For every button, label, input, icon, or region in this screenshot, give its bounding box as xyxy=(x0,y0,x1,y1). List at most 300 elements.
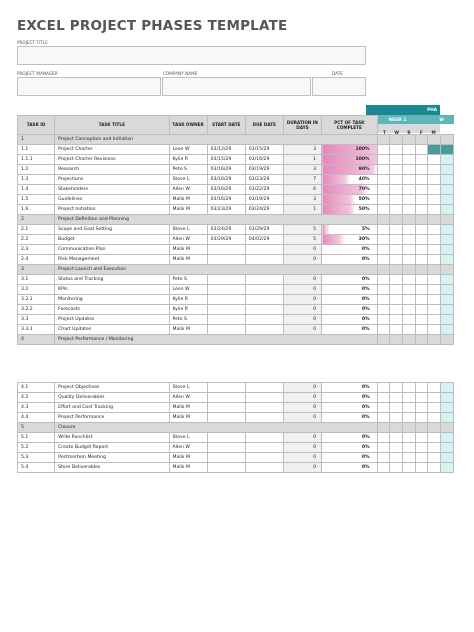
gantt-cell xyxy=(390,413,403,423)
gantt-cell xyxy=(403,335,416,345)
pct-complete[interactable]: 100% xyxy=(322,145,378,155)
task-id[interactable]: 2.2 xyxy=(18,235,55,245)
gantt-cell xyxy=(377,155,390,165)
gantt-cell xyxy=(403,285,416,295)
task-id[interactable]: 1.6 xyxy=(18,205,55,215)
gantt-cell xyxy=(441,215,454,225)
start-date[interactable] xyxy=(207,413,245,423)
gantt-cell xyxy=(403,145,416,155)
task-owner[interactable]: Pete S xyxy=(169,315,207,325)
task-owner[interactable]: Kylie R xyxy=(169,295,207,305)
pct-complete[interactable]: 0% xyxy=(322,463,378,473)
task-title[interactable]: Chart Updates xyxy=(55,325,169,335)
due-date[interactable] xyxy=(245,383,283,393)
gantt-cell xyxy=(377,383,390,393)
gantt-cell xyxy=(403,185,416,195)
task-row xyxy=(18,175,454,185)
gantt-cell xyxy=(415,265,428,275)
task-owner[interactable]: Kylie R xyxy=(169,305,207,315)
gantt-cell xyxy=(415,245,428,255)
gantt-cell xyxy=(428,453,441,463)
duration-days: 0 xyxy=(283,393,321,403)
gantt-cell xyxy=(377,335,390,345)
task-title[interactable]: Project Objectives xyxy=(55,383,169,393)
task-id[interactable]: 4.4 xyxy=(18,413,55,423)
task-row xyxy=(18,165,454,175)
gantt-cell xyxy=(390,393,403,403)
pct-complete[interactable]: 0% xyxy=(322,295,378,305)
due-date[interactable] xyxy=(245,325,283,335)
pct-complete[interactable]: 50% xyxy=(322,205,378,215)
start-date[interactable] xyxy=(207,463,245,473)
due-date[interactable] xyxy=(245,413,283,423)
gantt-cell xyxy=(390,145,403,155)
company-name-field[interactable] xyxy=(162,77,311,96)
gantt-cell xyxy=(441,315,454,325)
due-date[interactable] xyxy=(245,315,283,325)
task-id: 2 xyxy=(18,215,55,225)
task-title[interactable]: Guidelines xyxy=(55,195,169,205)
task-title[interactable]: Monitoring xyxy=(55,295,169,305)
gantt-cell xyxy=(415,195,428,205)
gantt-cell xyxy=(428,215,441,225)
gantt-cell xyxy=(428,255,441,265)
gantt-cell xyxy=(377,463,390,473)
task-id[interactable]: 1.1 xyxy=(18,145,55,155)
gantt-cell xyxy=(390,225,403,235)
task-title[interactable]: Scope and Goal Setting xyxy=(55,225,169,235)
start-date[interactable] xyxy=(207,315,245,325)
task-title[interactable]: Postmortem Meeting xyxy=(55,453,169,463)
task-row xyxy=(18,225,454,235)
due-date[interactable] xyxy=(245,255,283,265)
gantt-cell xyxy=(415,235,428,245)
gantt-cell xyxy=(403,175,416,185)
gantt-cell xyxy=(377,245,390,255)
task-id[interactable]: 3.2 xyxy=(18,285,55,295)
task-id[interactable]: 3.2.2 xyxy=(18,305,55,315)
due-date[interactable] xyxy=(245,275,283,285)
task-id[interactable]: 4.2 xyxy=(18,393,55,403)
task-title[interactable]: Write Punchlist xyxy=(55,433,169,443)
start-date[interactable]: 03/16/29 xyxy=(207,185,245,195)
task-id[interactable]: 1.4 xyxy=(18,185,55,195)
duration-days: 0 xyxy=(283,315,321,325)
col-task-id: TASK ID xyxy=(18,116,55,135)
gantt-cell xyxy=(390,285,403,295)
task-id[interactable]: 5.2 xyxy=(18,443,55,453)
task-owner[interactable]: Pete S xyxy=(169,165,207,175)
pct-complete[interactable]: 0% xyxy=(322,403,378,413)
gantt-cell xyxy=(415,383,428,393)
gantt-day-label: M xyxy=(431,130,436,135)
gantt-cell xyxy=(415,185,428,195)
gantt-cell xyxy=(428,433,441,443)
gantt-cell xyxy=(441,205,454,215)
task-owner[interactable]: Allen W xyxy=(169,393,207,403)
task-owner[interactable]: Malik M xyxy=(169,403,207,413)
gantt-cell xyxy=(390,275,403,285)
pct-complete[interactable]: 0% xyxy=(322,255,378,265)
due-date[interactable] xyxy=(245,295,283,305)
gantt-cell xyxy=(377,295,390,305)
pct-complete[interactable]: 0% xyxy=(322,383,378,393)
project-manager-label: PROJECT MANAGER xyxy=(17,71,58,76)
task-id: 4 xyxy=(18,335,55,345)
gantt-cell xyxy=(415,393,428,403)
col-due-date: DUE DATE xyxy=(245,116,283,135)
gantt-cell xyxy=(403,463,416,473)
task-row xyxy=(18,255,454,265)
start-date[interactable] xyxy=(207,245,245,255)
gantt-cell xyxy=(377,433,390,443)
task-owner[interactable]: Malik M xyxy=(169,413,207,423)
gantt-cell xyxy=(390,135,403,145)
task-id[interactable]: 3.1 xyxy=(18,275,55,285)
task-owner[interactable]: Allen W xyxy=(169,443,207,453)
gantt-cell xyxy=(428,443,441,453)
pct-complete[interactable]: 0% xyxy=(322,325,378,335)
task-title[interactable]: Risk Management xyxy=(55,255,169,265)
due-date[interactable]: 04/02/29 xyxy=(245,235,283,245)
duration-days: 7 xyxy=(283,175,321,185)
gantt-cell xyxy=(415,205,428,215)
start-date[interactable] xyxy=(207,285,245,295)
gantt-phase-header xyxy=(366,105,440,115)
gantt-cell xyxy=(390,383,403,393)
start-date[interactable]: 03/12/29 xyxy=(207,145,245,155)
gantt-cell xyxy=(403,255,416,265)
gantt-cell xyxy=(428,275,441,285)
task-row xyxy=(18,393,454,403)
gantt-cell xyxy=(390,463,403,473)
due-date[interactable]: 03/15/29 xyxy=(245,145,283,155)
task-title[interactable]: Effort and Cost Tracking xyxy=(55,403,169,413)
gantt-day-label: F xyxy=(419,130,423,135)
gantt-cell xyxy=(441,245,454,255)
due-date[interactable] xyxy=(245,393,283,403)
gantt-cell xyxy=(390,453,403,463)
task-id[interactable]: 1.1.1 xyxy=(18,155,55,165)
task-row xyxy=(18,463,454,473)
phase-row xyxy=(18,135,454,145)
task-title[interactable]: Quality Deliverables xyxy=(55,393,169,403)
start-date[interactable]: 03/23/29 xyxy=(207,205,245,215)
start-date[interactable]: 03/16/29 xyxy=(207,175,245,185)
task-owner[interactable]: Steve L xyxy=(169,433,207,443)
gantt-cell xyxy=(390,295,403,305)
task-owner[interactable]: Leon W xyxy=(169,145,207,155)
project-manager-field[interactable] xyxy=(17,77,161,96)
due-date[interactable] xyxy=(245,305,283,315)
start-date[interactable] xyxy=(207,383,245,393)
gantt-cell xyxy=(415,453,428,463)
task-row xyxy=(18,285,454,295)
task-owner[interactable]: Malik M xyxy=(169,195,207,205)
gantt-cell xyxy=(441,325,454,335)
pct-complete[interactable]: 0% xyxy=(322,393,378,403)
date-field[interactable] xyxy=(312,77,366,96)
task-row xyxy=(18,403,454,413)
task-owner[interactable]: Steve L xyxy=(169,383,207,393)
start-date[interactable] xyxy=(207,393,245,403)
task-owner[interactable]: Malik M xyxy=(169,453,207,463)
task-id[interactable]: 5.4 xyxy=(18,463,55,473)
gantt-cell xyxy=(403,315,416,325)
pct-complete[interactable]: 100% xyxy=(322,155,378,165)
pct-complete[interactable]: 30% xyxy=(322,235,378,245)
gantt-cell xyxy=(415,463,428,473)
gantt-cell xyxy=(377,393,390,403)
start-date[interactable]: 03/16/29 xyxy=(207,195,245,205)
task-id: 3 xyxy=(18,265,55,275)
phase-row xyxy=(18,423,454,433)
gantt-cell xyxy=(377,453,390,463)
due-date[interactable] xyxy=(245,245,283,255)
gantt-cell xyxy=(415,135,428,145)
gantt-cell xyxy=(441,145,454,155)
gantt-cell xyxy=(377,145,390,155)
task-title[interactable]: Stakeholders xyxy=(55,185,169,195)
gantt-cell xyxy=(428,285,441,295)
gantt-phase-label: PHA xyxy=(427,107,437,112)
task-owner[interactable]: Leon W xyxy=(169,285,207,295)
task-id[interactable]: 3.3 xyxy=(18,315,55,325)
task-id[interactable]: 1.3 xyxy=(18,175,55,185)
task-owner[interactable]: Allen W xyxy=(169,185,207,195)
gantt-cell xyxy=(441,275,454,285)
pct-complete[interactable]: 40% xyxy=(322,175,378,185)
pct-complete[interactable]: 0% xyxy=(322,443,378,453)
gantt-cell xyxy=(390,185,403,195)
gantt-cell xyxy=(415,175,428,185)
pct-complete[interactable]: 5% xyxy=(322,225,378,235)
due-date[interactable]: 03/24/29 xyxy=(245,205,283,215)
task-owner[interactable]: Malik M xyxy=(169,463,207,473)
phase-row xyxy=(18,335,454,345)
task-id[interactable]: 2.3 xyxy=(18,245,55,255)
date-label: DATE xyxy=(332,71,343,76)
gantt-cell xyxy=(441,235,454,245)
due-date[interactable]: 03/19/29 xyxy=(245,195,283,205)
gantt-cell xyxy=(377,225,390,235)
task-id[interactable]: 2.1 xyxy=(18,225,55,235)
start-date[interactable] xyxy=(207,403,245,413)
start-date[interactable] xyxy=(207,255,245,265)
due-date[interactable]: 03/16/29 xyxy=(245,155,283,165)
pct-complete[interactable]: 50% xyxy=(322,195,378,205)
gantt-cell xyxy=(415,305,428,315)
gantt-cell xyxy=(377,325,390,335)
task-row xyxy=(18,145,454,155)
pct-complete[interactable]: 0% xyxy=(322,315,378,325)
gantt-cell xyxy=(377,443,390,453)
due-date[interactable] xyxy=(245,403,283,413)
due-date[interactable]: 03/23/29 xyxy=(245,175,283,185)
gantt-cell xyxy=(415,165,428,175)
gantt-cell xyxy=(415,295,428,305)
task-title[interactable]: Research xyxy=(55,165,169,175)
task-title[interactable]: KPIs xyxy=(55,285,169,295)
gantt-cell xyxy=(428,235,441,245)
task-owner[interactable]: Pete S xyxy=(169,275,207,285)
company-name-label: COMPANY NAME xyxy=(163,71,198,76)
gantt-cell xyxy=(415,403,428,413)
task-id[interactable]: 1.5 xyxy=(18,195,55,205)
task-row xyxy=(18,275,454,285)
project-title-field[interactable] xyxy=(17,46,366,65)
gantt-cell xyxy=(403,325,416,335)
due-date[interactable]: 03/19/29 xyxy=(245,165,283,175)
task-owner[interactable]: Malik M xyxy=(169,205,207,215)
gantt-cell xyxy=(428,165,441,175)
task-table-continued xyxy=(17,382,454,473)
task-title[interactable]: Project Charter xyxy=(55,145,169,155)
task-title[interactable]: Budget xyxy=(55,235,169,245)
task-row xyxy=(18,325,454,335)
due-date[interactable] xyxy=(245,285,283,295)
gantt-cell xyxy=(441,393,454,403)
gantt-cell xyxy=(377,285,390,295)
gantt-cell xyxy=(441,185,454,195)
task-owner[interactable]: Allen W xyxy=(169,235,207,245)
task-owner[interactable]: Kylie R xyxy=(169,155,207,165)
task-title[interactable]: Communication Plan xyxy=(55,245,169,255)
gantt-cell xyxy=(390,403,403,413)
gantt-cell xyxy=(415,325,428,335)
start-date[interactable] xyxy=(207,275,245,285)
start-date[interactable] xyxy=(207,443,245,453)
gantt-cell xyxy=(441,463,454,473)
due-date[interactable]: 03/22/29 xyxy=(245,185,283,195)
gantt-cell xyxy=(428,175,441,185)
gantt-day-label: W xyxy=(394,130,400,135)
task-row xyxy=(18,185,454,195)
gantt-cell xyxy=(403,433,416,443)
start-date[interactable]: 03/15/29 xyxy=(207,155,245,165)
duration-days: 0 xyxy=(283,463,321,473)
duration-days: 3 xyxy=(283,165,321,175)
gantt-cell xyxy=(441,195,454,205)
pct-complete[interactable]: 0% xyxy=(322,305,378,315)
pct-complete[interactable]: 90% xyxy=(322,165,378,175)
task-title[interactable]: Project Performance xyxy=(55,413,169,423)
task-id[interactable]: 3.3.1 xyxy=(18,325,55,335)
duration-days: 0 xyxy=(283,275,321,285)
task-row xyxy=(18,383,454,393)
task-row xyxy=(18,443,454,453)
gantt-cell xyxy=(441,413,454,423)
task-title[interactable]: Projections xyxy=(55,175,169,185)
gantt-cell xyxy=(441,255,454,265)
task-id[interactable]: 4.3 xyxy=(18,403,55,413)
task-title[interactable]: Status and Tracking xyxy=(55,275,169,285)
due-date[interactable] xyxy=(245,453,283,463)
task-id[interactable]: 1.2 xyxy=(18,165,55,175)
gantt-cell xyxy=(377,275,390,285)
due-date[interactable] xyxy=(245,443,283,453)
gantt-cell xyxy=(390,265,403,275)
task-id[interactable]: 3.2.1 xyxy=(18,295,55,305)
task-title[interactable]: Store Deliverables xyxy=(55,463,169,473)
col-pct-complete: PCT OF TASK COMPLETE xyxy=(322,116,378,135)
gantt-day-label: R xyxy=(407,130,411,135)
due-date[interactable]: 03/29/29 xyxy=(245,225,283,235)
task-owner[interactable]: Malik M xyxy=(169,325,207,335)
pct-complete[interactable]: 0% xyxy=(322,245,378,255)
gantt-cell xyxy=(377,185,390,195)
task-id[interactable]: 5.1 xyxy=(18,433,55,443)
gantt-cell xyxy=(403,393,416,403)
gantt-cell xyxy=(377,215,390,225)
pct-complete[interactable]: 0% xyxy=(322,453,378,463)
gantt-cell xyxy=(428,185,441,195)
start-date[interactable]: 03/24/29 xyxy=(207,225,245,235)
gantt-cell xyxy=(415,215,428,225)
task-row xyxy=(18,315,454,325)
duration-days: 0 xyxy=(283,295,321,305)
start-date[interactable] xyxy=(207,453,245,463)
task-id[interactable]: 2.4 xyxy=(18,255,55,265)
pct-complete[interactable]: 0% xyxy=(322,285,378,295)
gantt-cell xyxy=(390,325,403,335)
gantt-cell xyxy=(403,453,416,463)
gantt-cell xyxy=(415,315,428,325)
pct-complete[interactable]: 0% xyxy=(322,433,378,443)
table-header-row xyxy=(18,116,454,135)
gantt-cell xyxy=(441,295,454,305)
duration-days: 5 xyxy=(283,235,321,245)
task-title[interactable]: Forecasts xyxy=(55,305,169,315)
task-title[interactable]: Project Updates xyxy=(55,315,169,325)
task-row xyxy=(18,155,454,165)
start-date[interactable] xyxy=(207,433,245,443)
gantt-cell xyxy=(390,195,403,205)
gantt-cell xyxy=(403,413,416,423)
task-owner[interactable]: Steve L xyxy=(169,225,207,235)
gantt-cell xyxy=(403,235,416,245)
task-id[interactable]: 5.3 xyxy=(18,453,55,463)
due-date[interactable] xyxy=(245,463,283,473)
task-owner[interactable]: Steve L xyxy=(169,175,207,185)
start-date[interactable]: 03/16/29 xyxy=(207,165,245,175)
task-title[interactable]: Project Charter Revisions xyxy=(55,155,169,165)
col-task-owner: TASK OWNER xyxy=(169,116,207,135)
col-start-date: START DATE xyxy=(207,116,245,135)
pct-complete[interactable]: 70% xyxy=(322,185,378,195)
gantt-cell xyxy=(377,165,390,175)
gantt-cell xyxy=(377,305,390,315)
start-date[interactable] xyxy=(207,325,245,335)
task-id[interactable]: 4.1 xyxy=(18,383,55,393)
start-date[interactable] xyxy=(207,305,245,315)
task-title[interactable]: Create Budget Report xyxy=(55,443,169,453)
pct-complete[interactable]: 0% xyxy=(322,413,378,423)
gantt-cell xyxy=(428,423,441,433)
start-date[interactable] xyxy=(207,295,245,305)
gantt-cell xyxy=(377,423,390,433)
pct-complete[interactable]: 0% xyxy=(322,275,378,285)
start-date[interactable]: 03/29/29 xyxy=(207,235,245,245)
task-title[interactable]: Project Initiation xyxy=(55,205,169,215)
task-owner[interactable]: Malik M xyxy=(169,245,207,255)
phase-title: Project Launch and Execution xyxy=(55,265,378,275)
task-owner[interactable]: Malik M xyxy=(169,255,207,265)
due-date[interactable] xyxy=(245,433,283,443)
gantt-cell xyxy=(390,175,403,185)
phase-title: Closure xyxy=(55,423,378,433)
gantt-cell xyxy=(415,423,428,433)
